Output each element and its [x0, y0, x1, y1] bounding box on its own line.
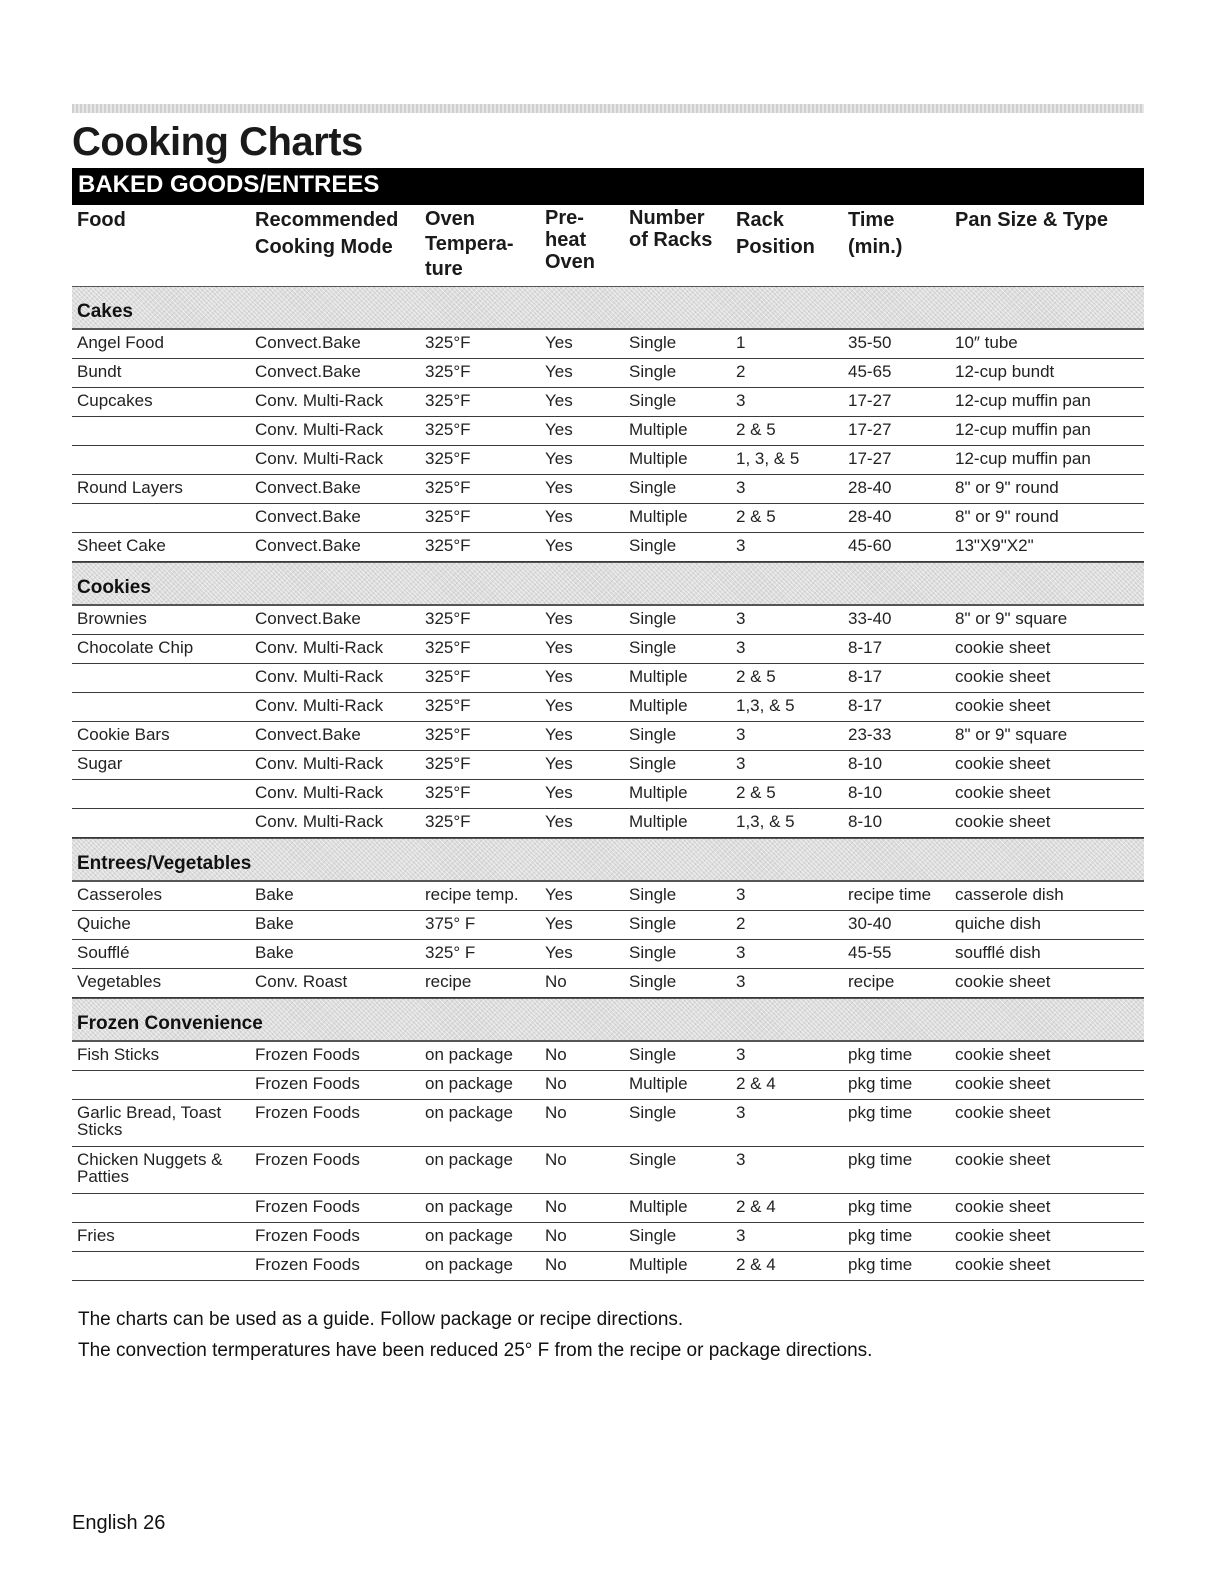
table-row: [72, 1194, 1144, 1223]
cell-preheat: No: [545, 972, 567, 991]
cell-rack-position: 3: [736, 638, 746, 657]
cell-preheat: Yes: [545, 638, 573, 657]
cell-number-of-racks: Multiple: [629, 696, 688, 715]
cell-oven-temp: 325°F: [425, 696, 471, 715]
cell-food: Sheet Cake: [77, 536, 166, 555]
cell-pan-size: 12-cup muffin pan: [955, 391, 1091, 410]
cell-rack-position: 1, 3, & 5: [736, 449, 800, 468]
table-row: [72, 969, 1144, 998]
cell-food: Bundt: [77, 362, 122, 381]
cell-number-of-racks: Single: [629, 478, 677, 497]
cell-time: 45-60: [848, 536, 892, 555]
cell-food: Casseroles: [77, 885, 163, 904]
cell-rack-position: 3: [736, 536, 746, 555]
cell-number-of-racks: Single: [629, 1226, 677, 1245]
cell-oven-temp: 325°F: [425, 725, 471, 744]
cell-cooking-mode: Frozen Foods: [255, 1255, 360, 1274]
cell-cooking-mode: Conv. Multi-Rack: [255, 638, 384, 657]
cell-rack-position: 3: [736, 391, 746, 410]
cell-pan-size: cookie sheet: [955, 1045, 1051, 1064]
cell-number-of-racks: Multiple: [629, 1074, 688, 1093]
cell-pan-size: cookie sheet: [955, 1074, 1051, 1093]
page-title: Cooking Charts: [72, 120, 363, 164]
header-number-of-racks: Number of Racks: [629, 207, 713, 251]
cell-rack-position: 2 & 5: [736, 667, 776, 686]
table-row: [72, 388, 1144, 417]
group-label: Frozen Convenience: [77, 1013, 263, 1034]
group-header: [72, 286, 1144, 330]
cell-number-of-racks: Multiple: [629, 1197, 688, 1216]
cell-number-of-racks: Multiple: [629, 420, 688, 439]
cell-cooking-mode: Conv. Multi-Rack: [255, 420, 384, 439]
group-header: [72, 838, 1144, 882]
note-guide: The charts can be used as a guide. Follow package or recipe directions.: [78, 1309, 684, 1330]
table-row: [72, 693, 1144, 722]
cell-cooking-mode: Conv. Multi-Rack: [255, 449, 384, 468]
cell-food: Cupcakes: [77, 391, 153, 410]
cell-preheat: No: [545, 1103, 567, 1122]
cell-preheat: Yes: [545, 914, 573, 933]
cell-cooking-mode: Conv. Multi-Rack: [255, 391, 384, 410]
table-row: [72, 1223, 1144, 1252]
cell-oven-temp: 325°F: [425, 638, 471, 657]
cell-cooking-mode: Frozen Foods: [255, 1197, 360, 1216]
cooking-chart-table: [72, 205, 1144, 1281]
cell-preheat: Yes: [545, 420, 573, 439]
cell-time: pkg time: [848, 1045, 913, 1064]
cell-food: Chocolate Chip: [77, 638, 194, 657]
cell-preheat: No: [545, 1226, 567, 1245]
notes: [78, 1304, 872, 1366]
cell-preheat: Yes: [545, 667, 573, 686]
cell-cooking-mode: Convect.Bake: [255, 609, 361, 628]
cell-rack-position: 3: [736, 478, 746, 497]
cell-time: recipe time: [848, 885, 932, 904]
table-row: [72, 940, 1144, 969]
cell-rack-position: 2 & 5: [736, 507, 776, 526]
cell-preheat: No: [545, 1074, 567, 1093]
cell-cooking-mode: Frozen Foods: [255, 1103, 360, 1122]
cell-preheat: No: [545, 1150, 567, 1169]
cell-food: Sugar: [77, 754, 123, 773]
cell-number-of-racks: Single: [629, 1045, 677, 1064]
cell-rack-position: 2: [736, 914, 746, 933]
cell-rack-position: 3: [736, 1226, 746, 1245]
cell-time: 8-10: [848, 754, 883, 773]
cell-pan-size: 8" or 9" round: [955, 478, 1059, 497]
cell-preheat: Yes: [545, 449, 573, 468]
table-row: [72, 664, 1144, 693]
table-row: [72, 1071, 1144, 1100]
cell-cooking-mode: Bake: [255, 885, 294, 904]
cell-preheat: No: [545, 1197, 567, 1216]
cell-rack-position: 3: [736, 885, 746, 904]
cell-time: pkg time: [848, 1255, 913, 1274]
cell-cooking-mode: Conv. Roast: [255, 972, 348, 991]
cell-preheat: Yes: [545, 885, 573, 904]
cell-pan-size: cookie sheet: [955, 972, 1051, 991]
table-row: [72, 417, 1144, 446]
cell-rack-position: 3: [736, 1150, 746, 1169]
cell-oven-temp: 325°F: [425, 449, 471, 468]
cell-preheat: Yes: [545, 507, 573, 526]
table-row: [72, 780, 1144, 809]
cell-preheat: No: [545, 1255, 567, 1274]
cell-number-of-racks: Multiple: [629, 1255, 688, 1274]
cell-number-of-racks: Single: [629, 885, 677, 904]
cell-preheat: Yes: [545, 391, 573, 410]
cell-oven-temp: 325°F: [425, 783, 471, 802]
cell-time: recipe: [848, 972, 895, 991]
cell-cooking-mode: Convect.Bake: [255, 333, 361, 352]
cell-rack-position: 3: [736, 972, 746, 991]
cell-food: Quiche: [77, 914, 131, 933]
cell-pan-size: cookie sheet: [955, 1255, 1051, 1274]
cell-time: 17-27: [848, 449, 892, 468]
cell-food: Garlic Bread, Toast Sticks: [77, 1103, 222, 1139]
group-label: Cakes: [77, 301, 133, 322]
cell-rack-position: 2: [736, 362, 746, 381]
cell-pan-size: 8" or 9" square: [955, 725, 1068, 744]
cell-rack-position: 3: [736, 943, 746, 962]
cell-pan-size: cookie sheet: [955, 1197, 1051, 1216]
section-banner: BAKED GOODS/ENTREES: [72, 168, 1144, 205]
cell-pan-size: cookie sheet: [955, 696, 1051, 715]
header-oven-temperature: Oven Tempera- ture: [425, 208, 514, 280]
cell-pan-size: cookie sheet: [955, 754, 1051, 773]
cell-oven-temp: on package: [425, 1045, 513, 1064]
cell-number-of-racks: Multiple: [629, 667, 688, 686]
cell-oven-temp: 325°F: [425, 609, 471, 628]
cell-pan-size: 8" or 9" round: [955, 507, 1059, 526]
group-label: Cookies: [77, 577, 151, 598]
cell-oven-temp: 325° F: [425, 943, 476, 962]
cell-preheat: No: [545, 1045, 567, 1064]
cell-food: Brownies: [77, 609, 147, 628]
cell-rack-position: 2 & 4: [736, 1255, 776, 1274]
cell-preheat: Yes: [545, 725, 573, 744]
table-row: [72, 446, 1144, 475]
cell-number-of-racks: Single: [629, 1103, 677, 1122]
cell-oven-temp: recipe: [425, 972, 472, 991]
cell-time: 8-17: [848, 696, 883, 715]
cell-number-of-racks: Single: [629, 914, 677, 933]
cell-pan-size: cookie sheet: [955, 667, 1051, 686]
cell-time: 35-50: [848, 333, 892, 352]
header-pan-size: Pan Size & Type: [955, 209, 1109, 231]
cell-cooking-mode: Convect.Bake: [255, 725, 361, 744]
table-row: [72, 1252, 1144, 1281]
table-row: [72, 1100, 1144, 1147]
cell-pan-size: soufflé dish: [955, 943, 1041, 962]
cell-preheat: Yes: [545, 812, 573, 831]
table-body: [72, 286, 1144, 1281]
cell-preheat: Yes: [545, 783, 573, 802]
cell-number-of-racks: Single: [629, 391, 677, 410]
cell-oven-temp: 325°F: [425, 754, 471, 773]
cell-number-of-racks: Multiple: [629, 812, 688, 831]
cell-food: Round Layers: [77, 478, 183, 497]
cell-pan-size: cookie sheet: [955, 1226, 1051, 1245]
cell-time: 17-27: [848, 391, 892, 410]
header-rack-position: Rack Position: [736, 209, 815, 258]
table-row: [72, 751, 1144, 780]
cell-time: 8-17: [848, 667, 883, 686]
cell-rack-position: 3: [736, 754, 746, 773]
cell-oven-temp: recipe temp.: [425, 885, 519, 904]
group-header: [72, 998, 1144, 1042]
table-row: [72, 330, 1144, 359]
cell-oven-temp: 325°F: [425, 812, 471, 831]
cell-pan-size: 8" or 9" square: [955, 609, 1068, 628]
cell-rack-position: 3: [736, 1103, 746, 1122]
cell-preheat: Yes: [545, 478, 573, 497]
table-row: [72, 635, 1144, 664]
table-row: [72, 882, 1144, 911]
cell-time: 30-40: [848, 914, 892, 933]
cell-number-of-racks: Single: [629, 754, 677, 773]
table-row: [72, 533, 1144, 562]
cell-time: 8-17: [848, 638, 883, 657]
cell-cooking-mode: Bake: [255, 914, 294, 933]
cell-preheat: Yes: [545, 333, 573, 352]
cell-cooking-mode: Conv. Multi-Rack: [255, 696, 384, 715]
cell-cooking-mode: Conv. Multi-Rack: [255, 754, 384, 773]
cell-number-of-racks: Single: [629, 972, 677, 991]
cell-number-of-racks: Single: [629, 609, 677, 628]
cell-pan-size: 12-cup bundt: [955, 362, 1055, 381]
cell-cooking-mode: Conv. Multi-Rack: [255, 783, 384, 802]
table-row: [72, 1042, 1144, 1071]
header-cooking-mode: Recommended Cooking Mode: [255, 209, 399, 258]
cell-rack-position: 2 & 4: [736, 1074, 776, 1093]
table-row: [72, 722, 1144, 751]
cell-cooking-mode: Convect.Bake: [255, 478, 361, 497]
cell-number-of-racks: Single: [629, 943, 677, 962]
cell-food: Angel Food: [77, 333, 164, 352]
cell-rack-position: 1: [736, 333, 746, 352]
cell-pan-size: cookie sheet: [955, 812, 1051, 831]
cell-oven-temp: on package: [425, 1226, 513, 1245]
cell-cooking-mode: Convect.Bake: [255, 507, 361, 526]
cell-oven-temp: 325°F: [425, 507, 471, 526]
table-row: [72, 504, 1144, 533]
cell-food: Soufflé: [77, 943, 130, 962]
cell-food: Fries: [77, 1226, 115, 1245]
cell-time: 8-10: [848, 783, 883, 802]
table-row: [72, 809, 1144, 838]
cell-food: Chicken Nuggets & Patties: [77, 1150, 223, 1186]
cell-cooking-mode: Conv. Multi-Rack: [255, 667, 384, 686]
cell-number-of-racks: Multiple: [629, 783, 688, 802]
cell-food: Cookie Bars: [77, 725, 170, 744]
cell-pan-size: 12-cup muffin pan: [955, 449, 1091, 468]
group-label: Entrees/Vegetables: [77, 853, 252, 874]
cell-cooking-mode: Conv. Multi-Rack: [255, 812, 384, 831]
cell-cooking-mode: Convect.Bake: [255, 362, 361, 381]
table-row: [72, 606, 1144, 635]
cell-oven-temp: 325°F: [425, 478, 471, 497]
cell-preheat: Yes: [545, 943, 573, 962]
cell-oven-temp: 325°F: [425, 391, 471, 410]
cell-rack-position: 3: [736, 725, 746, 744]
cell-pan-size: 10″ tube: [955, 333, 1018, 352]
cell-rack-position: 1,3, & 5: [736, 812, 795, 831]
header-food: Food: [77, 209, 126, 231]
note-temperature: The convection termperatures have been reduced 25° F from the recipe or package directions.: [78, 1340, 873, 1361]
cell-rack-position: 3: [736, 609, 746, 628]
cell-food: Vegetables: [77, 972, 162, 991]
cell-oven-temp: on package: [425, 1074, 513, 1093]
cell-rack-position: 1,3, & 5: [736, 696, 795, 715]
cell-cooking-mode: Bake: [255, 943, 294, 962]
cell-pan-size: 13"X9"X2": [955, 536, 1034, 555]
cell-pan-size: cookie sheet: [955, 1103, 1051, 1122]
table-row: [72, 359, 1144, 388]
cell-time: 28-40: [848, 478, 892, 497]
top-rule: [72, 104, 1144, 113]
cell-rack-position: 2 & 4: [736, 1197, 776, 1216]
cell-cooking-mode: Frozen Foods: [255, 1045, 360, 1064]
cell-number-of-racks: Single: [629, 362, 677, 381]
cell-number-of-racks: Single: [629, 333, 677, 352]
cell-preheat: Yes: [545, 609, 573, 628]
cell-cooking-mode: Convect.Bake: [255, 536, 361, 555]
cell-time: pkg time: [848, 1103, 913, 1122]
cell-pan-size: cookie sheet: [955, 1150, 1051, 1169]
cell-number-of-racks: Single: [629, 725, 677, 744]
cell-rack-position: 2 & 5: [736, 420, 776, 439]
cell-time: 8-10: [848, 812, 883, 831]
cell-oven-temp: 325°F: [425, 420, 471, 439]
cell-pan-size: cookie sheet: [955, 638, 1051, 657]
cell-cooking-mode: Frozen Foods: [255, 1150, 360, 1169]
cell-time: pkg time: [848, 1197, 913, 1216]
cell-number-of-racks: Multiple: [629, 507, 688, 526]
header-preheat: Pre- heat Oven: [545, 207, 596, 273]
cell-oven-temp: 325°F: [425, 333, 471, 352]
cell-time: pkg time: [848, 1226, 913, 1245]
table-row: [72, 911, 1144, 940]
cell-oven-temp: on package: [425, 1150, 513, 1169]
cell-time: 28-40: [848, 507, 892, 526]
cell-oven-temp: on package: [425, 1255, 513, 1274]
cell-time: pkg time: [848, 1074, 913, 1093]
cell-pan-size: quiche dish: [955, 914, 1042, 933]
cell-time: pkg time: [848, 1150, 913, 1169]
cell-rack-position: 2 & 5: [736, 783, 776, 802]
cell-time: 17-27: [848, 420, 892, 439]
cell-oven-temp: on package: [425, 1197, 513, 1216]
cell-oven-temp: 325°F: [425, 362, 471, 381]
cell-time: 23-33: [848, 725, 892, 744]
table-row: [72, 1147, 1144, 1194]
group-header: [72, 562, 1144, 606]
cell-preheat: Yes: [545, 536, 573, 555]
cell-cooking-mode: Frozen Foods: [255, 1226, 360, 1245]
cell-pan-size: cookie sheet: [955, 783, 1051, 802]
cell-food: Fish Sticks: [77, 1045, 160, 1064]
cell-oven-temp: 375° F: [425, 914, 476, 933]
cell-number-of-racks: Single: [629, 638, 677, 657]
header-time: Time (min.): [848, 209, 903, 258]
cell-preheat: Yes: [545, 696, 573, 715]
cell-time: 33-40: [848, 609, 892, 628]
cell-oven-temp: on package: [425, 1103, 513, 1122]
cell-cooking-mode: Frozen Foods: [255, 1074, 360, 1093]
cell-pan-size: casserole dish: [955, 885, 1064, 904]
cell-pan-size: 12-cup muffin pan: [955, 420, 1091, 439]
table-header: [72, 205, 1144, 286]
page-footer: English 26: [72, 1512, 166, 1534]
cell-number-of-racks: Single: [629, 1150, 677, 1169]
cell-rack-position: 3: [736, 1045, 746, 1064]
cell-preheat: Yes: [545, 362, 573, 381]
cell-time: 45-65: [848, 362, 892, 381]
table-row: [72, 475, 1144, 504]
cell-number-of-racks: Multiple: [629, 449, 688, 468]
cell-oven-temp: 325°F: [425, 667, 471, 686]
cell-preheat: Yes: [545, 754, 573, 773]
cell-oven-temp: 325°F: [425, 536, 471, 555]
cell-time: 45-55: [848, 943, 892, 962]
cell-number-of-racks: Single: [629, 536, 677, 555]
